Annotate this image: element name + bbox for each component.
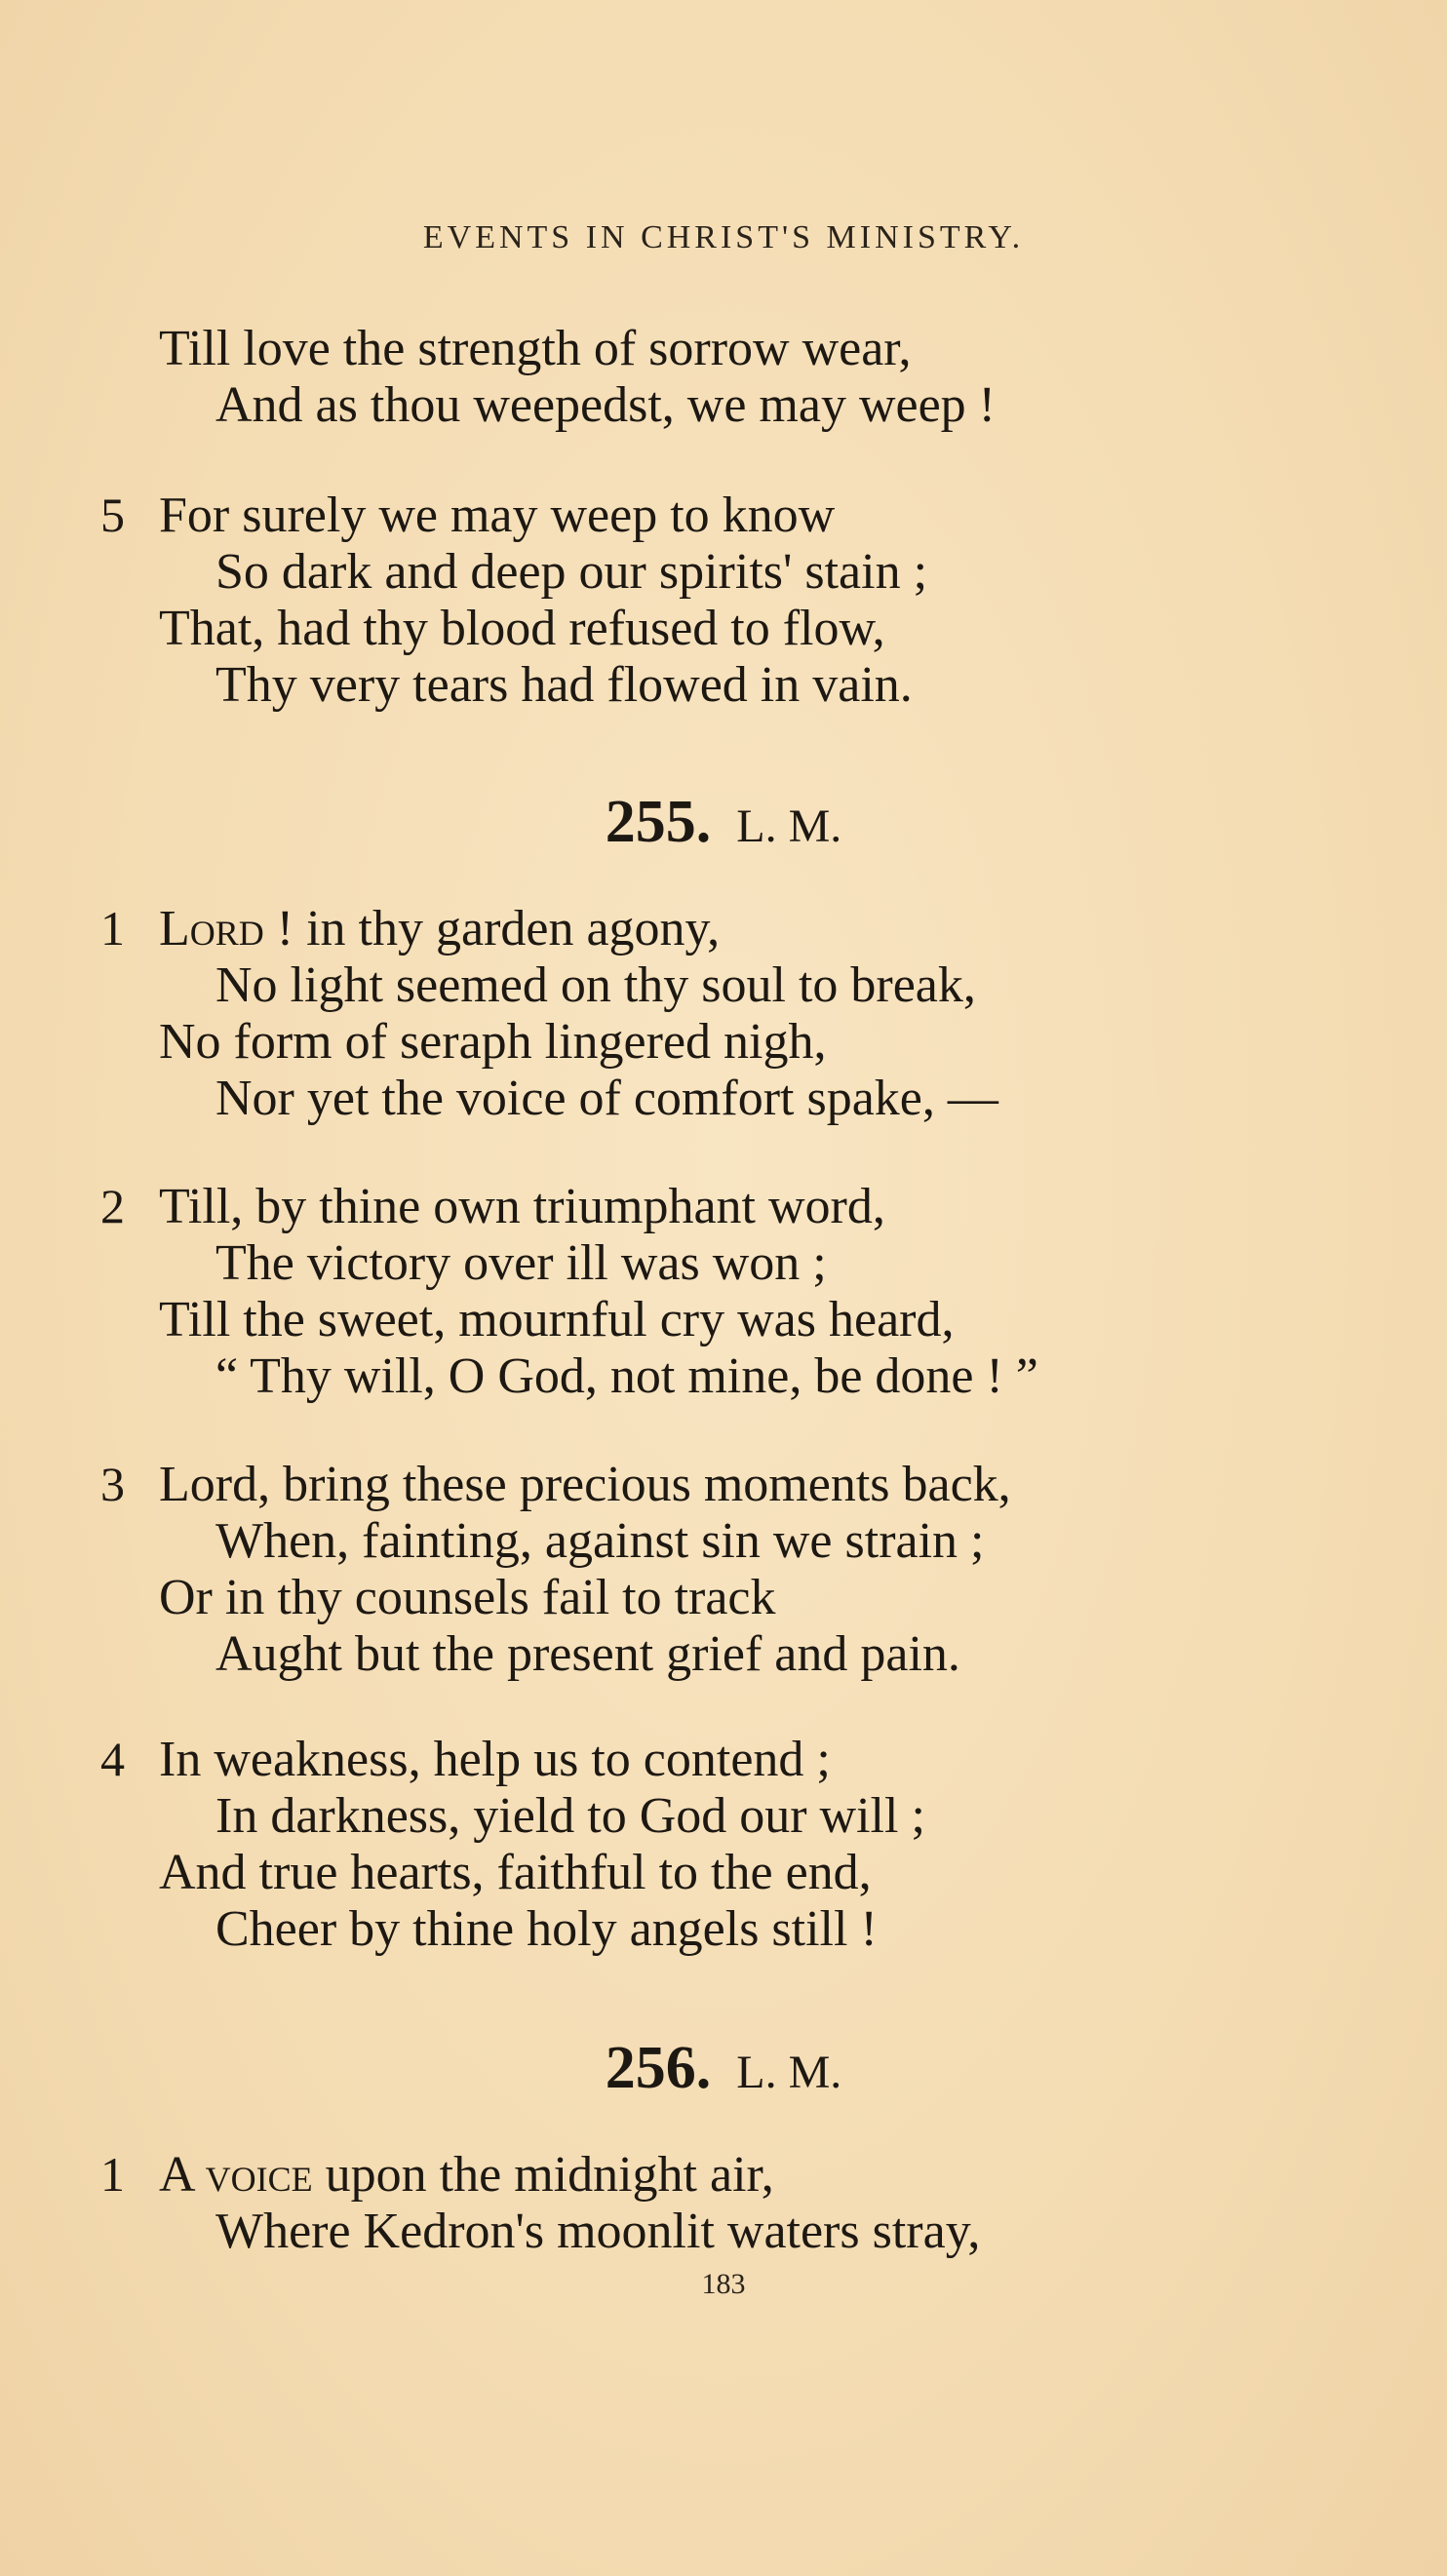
verse-line [159, 901, 721, 956]
verse-line: Lord, bring these precious moments back, [159, 1457, 1011, 1512]
first-line-rest: upon the midnight air, [312, 2147, 774, 2203]
stanza-number: 5 [100, 488, 125, 542]
stanza-number: 4 [100, 1732, 125, 1786]
stanza-number: 1 [100, 901, 125, 956]
first-word: Lord [159, 901, 264, 956]
verse-line: When, fainting, against sin we strain ; [215, 1513, 985, 1569]
verse-line: Thy very tears had flowed in vain. [215, 657, 913, 713]
verse-line: Till love the strength of sorrow wear, [159, 321, 912, 376]
verse-line: No light seemed on thy soul to break, [215, 957, 976, 1013]
hymn-number: 256. [605, 2035, 712, 2101]
verse-line: In weakness, help us to contend ; [159, 1732, 831, 1787]
verse-line: So dark and deep our spirits' stain ; [215, 544, 928, 600]
verse-line: Or in thy counsels fail to track [159, 1570, 776, 1625]
verse-line: The victory over ill was won ; [215, 1235, 827, 1291]
hymn-meter: L. M. [736, 2047, 842, 2098]
hymn-heading [0, 789, 1447, 855]
verse-line: “ Thy will, O God, not mine, be done ! ” [215, 1348, 1038, 1404]
verse-line: Cheer by thine holy angels still ! [215, 1901, 878, 1957]
page-number: 183 [701, 2268, 746, 2300]
hymn-meter: L. M. [736, 800, 842, 852]
verse-line: And true hearts, faithful to the end, [159, 1845, 872, 1900]
verse-line [159, 2147, 774, 2203]
first-word: A voice [159, 2147, 313, 2203]
stanza-number: 1 [100, 2147, 125, 2202]
verse-line: Till the sweet, mournful cry was heard, [159, 1292, 955, 1347]
hymn-heading [0, 2035, 1447, 2101]
stanza-number: 2 [100, 1179, 125, 1233]
stanza-number: 3 [100, 1457, 125, 1511]
verse-line: Nor yet the voice of comfort spake, — [215, 1071, 998, 1126]
verse-line: In darkness, yield to God our will ; [215, 1788, 925, 1844]
verse-line: For surely we may weep to know [159, 488, 836, 543]
verse-line: Aught but the present grief and pain. [215, 1626, 960, 1682]
verse-line: Till, by thine own triumphant word, [159, 1179, 885, 1234]
verse-line: No form of seraph lingered nigh, [159, 1014, 827, 1070]
verse-line: And as thou weepedst, we may weep ! [215, 377, 996, 433]
verse-line: Where Kedron's moonlit waters stray, [215, 2204, 981, 2259]
first-line-rest: ! in thy garden agony, [263, 901, 721, 956]
hymn-number: 255. [605, 789, 712, 855]
verse-line: That, had thy blood refused to flow, [159, 601, 885, 656]
running-head: EVENTS IN CHRIST'S MINISTRY. [422, 219, 1025, 255]
